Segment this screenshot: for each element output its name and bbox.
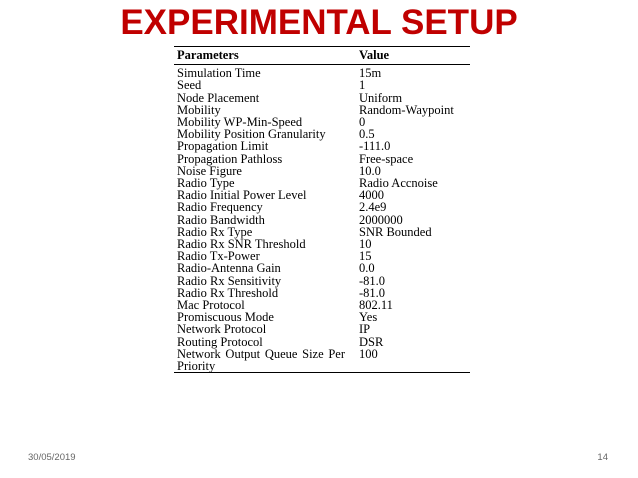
header-value: Value	[359, 48, 390, 62]
parameter-name: Radio Frequency	[177, 200, 263, 215]
parameter-name: Node Placement	[177, 90, 260, 105]
parameter-value: Yes	[359, 310, 378, 325]
parameter-name: Simulation Time	[177, 66, 261, 81]
table-row	[174, 348, 470, 373]
parameter-value: 0.0	[359, 261, 375, 276]
parameter-name: Mac Protocol	[177, 298, 245, 313]
table-row	[174, 214, 470, 226]
parameter-name: Radio Initial Power Level	[177, 188, 307, 203]
parameter-value: IP	[359, 322, 371, 337]
parameter-value: 100	[359, 346, 378, 361]
header-parameters: Parameters	[177, 48, 239, 62]
parameter-name: Routing Protocol	[177, 334, 263, 349]
parameter-value: 10.0	[359, 163, 381, 178]
parameter-value: -81.0	[359, 285, 386, 300]
parameter-value: 15	[359, 249, 372, 264]
parameter-value: 1	[359, 78, 366, 93]
parameter-name: Noise Figure	[177, 163, 242, 178]
parameter-name: Radio Bandwidth	[177, 212, 265, 227]
parameter-name: Network Output Queue Size Per Priority	[177, 346, 345, 374]
parameter-value: DSR	[359, 334, 384, 349]
parameter-name: Radio Type	[177, 176, 235, 191]
parameter-name: Propagation Pathloss	[177, 151, 283, 166]
table-header-row	[174, 47, 470, 65]
table-row	[174, 323, 470, 335]
table-row	[174, 79, 470, 91]
footer-page-number: 14	[597, 452, 608, 463]
slide-title: EXPERIMENTAL SETUP	[120, 3, 518, 42]
parameter-name: Radio Tx-Power	[177, 249, 260, 264]
parameters-table-container	[174, 46, 470, 373]
parameter-name: Propagation Limit	[177, 139, 269, 154]
footer-date: 30/05/2019	[28, 452, 76, 463]
parameter-value: Uniform	[359, 90, 403, 105]
table-row	[174, 92, 470, 104]
parameter-value: 802.11	[359, 298, 393, 313]
parameters-table	[174, 46, 470, 373]
parameter-name: Promiscuous Mode	[177, 310, 274, 325]
parameter-value: Radio Accnoise	[359, 176, 438, 191]
parameter-value: Random-Waypoint	[359, 102, 454, 117]
parameter-name: Mobility	[177, 102, 221, 117]
parameter-name: Radio Rx Sensitivity	[177, 273, 282, 288]
table-body	[174, 65, 470, 373]
parameter-value: 2000000	[359, 212, 403, 227]
table-row	[174, 140, 470, 152]
parameter-name: Radio Rx Type	[177, 224, 253, 239]
parameter-name: Radio Rx Threshold	[177, 285, 279, 300]
parameter-value: -81.0	[359, 273, 386, 288]
parameter-value: 0	[359, 115, 366, 130]
parameter-name: Network Protocol	[177, 322, 267, 337]
table-row	[174, 153, 470, 165]
parameter-value: Free-space	[359, 151, 414, 166]
parameter-value: 2.4e9	[359, 200, 387, 215]
parameter-name: Mobility Position Granularity	[177, 127, 326, 142]
parameter-value: 4000	[359, 188, 384, 203]
table-row	[174, 65, 470, 80]
parameter-name: Mobility WP-Min-Speed	[177, 115, 303, 130]
parameter-value: 0.5	[359, 127, 375, 142]
table-row	[174, 201, 470, 213]
table-row	[174, 262, 470, 274]
parameter-value: 15m	[359, 66, 382, 81]
parameter-name: Radio Rx SNR Threshold	[177, 237, 306, 252]
parameter-name: Radio-Antenna Gain	[177, 261, 281, 276]
parameter-value: SNR Bounded	[359, 224, 432, 239]
parameter-value: -111.0	[359, 139, 391, 154]
parameter-value: 10	[359, 237, 372, 252]
parameter-name: Seed	[177, 78, 202, 93]
